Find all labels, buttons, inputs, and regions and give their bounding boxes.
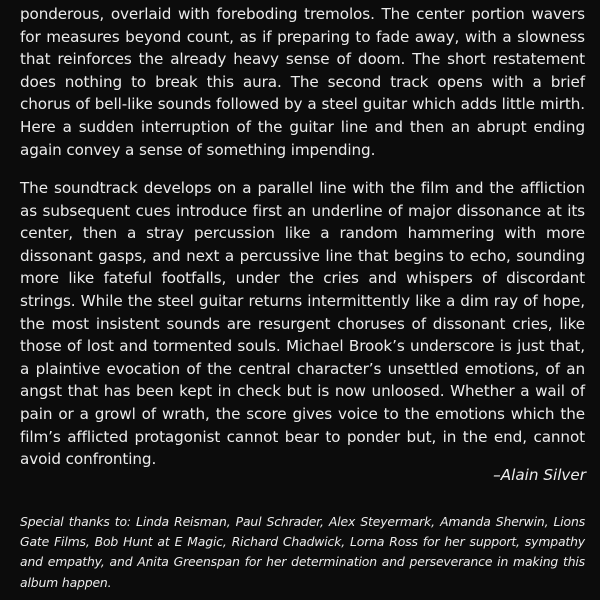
special-thanks-text: Special thanks to: Linda Reisman, Paul Schrader, Alex Steyermark, Amanda Sherwin, Lions Gate Films, Bob Hunt at E Magic, Richard Chadwick, Lorna Ross for her support, sympathy and empathy, and Anita Greenspan for her determination and perseverance in making this album happen. — [20, 514, 585, 590]
liner-notes-paragraph-1: ponderous, overlaid with foreboding tremolos. The center portion wavers for measures beyond count, as if preparing to fade away, with a slowness that reinforces the already heavy sense of doom. The short restatement does nothing to break this aura. The second track opens with a brief chorus of bell-like sounds followed by a steel guitar which adds little mirth. Here a sudden interruption of the guitar line and then an abrupt ending again convey a sense of something impending. — [20, 5, 585, 159]
liner-notes-paragraph-2: The soundtrack develops on a parallel line with the film and the affliction as subsequent cues introduce first an underline of major dissonance at its center, then a stray percussion like a random hammering with more dissonant gasps, and next a percussive line that begins to echo, sounding more like fateful footfalls, under the cries and whispers of discordant strings. While the steel guitar returns intermittently like a dim ray of hope, the most insistent sounds are resurgent choruses of dissonant cries, like those of lost and tormented souls. Michael Brook’s underscore is just that, a plaintive evocation of the central character’s unsettled emotions, of an angst that has been kept in check but is now unloosed. Whether a wail of pain or a growl of wrath, the score gives voice to the emotions which the film’s afflicted protagonist cannot bear to ponder but, in the end, cannot avoid confronting. — [20, 179, 585, 469]
author-signature: –Alain Silver — [493, 466, 586, 484]
